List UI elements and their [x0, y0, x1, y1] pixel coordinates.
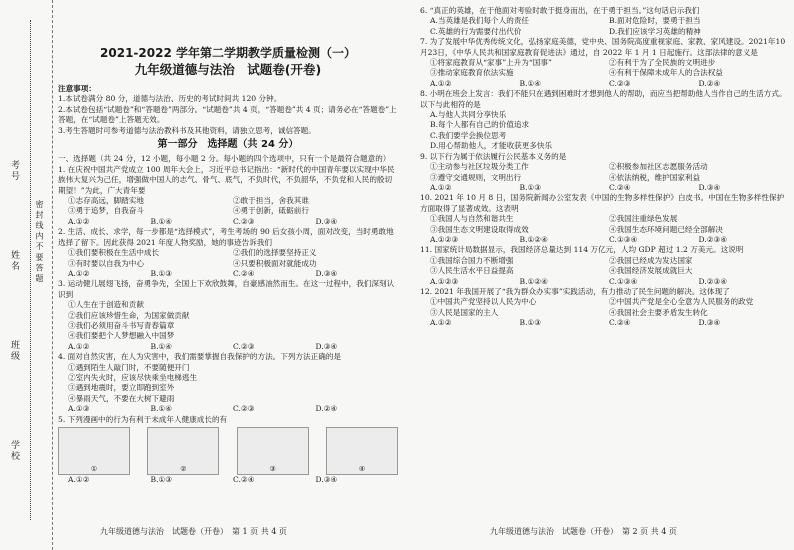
- question-7: 7. 为了发展中华优秀传统文化，弘扬家庭美德，党中央、国务院高度重视家庭、家教、家风建设。2021年10月23日，《中华人民共和国家庭教育促进法》通过，自 2022 年 1 月 1 日起施行。这部法律的意义是: [420, 37, 786, 57]
- choice[interactable]: A.①②: [68, 268, 90, 278]
- seal-notice: 密 封 线 内 不 要 答 题: [35, 200, 44, 282]
- question-5: 5. 下列漫画中的行为有利于未成年人健康成长的有: [58, 414, 228, 424]
- choice[interactable]: A.①②: [430, 182, 452, 192]
- question-2: 2. 生活、成长、求学，每一步都是“选择模式”，考生考场的 90 后女孩小周，面对改变，当时勇敢地选择了留下。因此获得 2021 年度人物奖励，她的事迹告诉我们: [58, 227, 394, 247]
- section-heading: 第一部分 选择题（共 24 分）: [157, 139, 299, 151]
- choice[interactable]: B.①③: [519, 182, 542, 192]
- choice[interactable]: C.②③: [233, 341, 255, 351]
- choice[interactable]: A.①②: [68, 475, 90, 484]
- q1-statement: ③勇于追梦，自我奋斗: [68, 206, 144, 216]
- q12-statement: ④我国社会主要矛盾发生转化: [609, 307, 708, 317]
- q7-statement: ③推动家庭教育依法实施: [430, 68, 514, 78]
- q7-statement: ②有利于为了全民族的文明进步: [609, 58, 716, 68]
- q4-statement: ②室内失火时，应该尽快乘坐电梯逃生: [68, 372, 198, 382]
- choice[interactable]: A.①③: [68, 404, 90, 414]
- q2-statement: ①我们要积极在生活中成长: [68, 248, 160, 258]
- q1-statements: [58, 196, 398, 217]
- q2-statement: ③有时要以自我为中心: [68, 258, 144, 268]
- question-3: 3. 运动健儿展翅飞扬，奋勇争先，全国上下欢欣鼓舞，自豪感油然而生。在这一过程中，我们深刻认识到: [58, 279, 395, 299]
- question-8: 8. 小明在班会上发言：我们不能只在遇到困难时才想到他人的帮助，而应当把帮助他人当作自己的生活方式。以下与此相符的是: [420, 89, 787, 109]
- q7-statement: ④有利于保障未成年人的合法权益: [609, 68, 723, 78]
- choice[interactable]: A.与他人共同分享快乐: [430, 110, 507, 120]
- q9-statement: ①主动参与社区垃圾分类工作: [430, 162, 529, 172]
- q9-statements: [420, 162, 788, 183]
- left-column: [58, 6, 398, 485]
- q12-choices: [420, 318, 788, 328]
- q6-choices: [420, 16, 788, 37]
- choice[interactable]: D.我们应该学习英雄的精神: [609, 26, 701, 36]
- choice[interactable]: D.②④: [698, 78, 721, 88]
- q12-statement: ③人民是国家的主人: [430, 307, 499, 317]
- choice[interactable]: B.①③: [150, 475, 173, 484]
- choice[interactable]: B.①③: [519, 318, 542, 328]
- choice[interactable]: C.②④: [233, 268, 255, 278]
- label-kaohao: 考号: [9, 160, 19, 182]
- page-footer-1: 九年级道德与法治 试题卷（开卷） 第 1 页 共 4 页: [100, 527, 287, 536]
- page-footer-2: 九年级道德与法治 试题卷（开卷） 第 2 页 共 4 页: [490, 527, 677, 536]
- exam-subtitle: 九年级道德与法治 试题卷(开卷): [134, 62, 322, 77]
- q1-statement: ④勇于创新，砥砺前行: [233, 206, 309, 216]
- choice[interactable]: C.②④: [233, 475, 255, 484]
- choice[interactable]: D.③④: [315, 268, 338, 278]
- note-2: 2.本试卷包括“试题卷”和“答题卷”两部分。“试题卷”共 4 页，“答题卷”共 4 页；请务必在“答题卷”上答题，在“试题卷”上答题无效。: [58, 104, 397, 125]
- question-4: 4. 面对自然灾害，在人为灾害中，我们需要掌握自我保护的方法。下列方法正确的是: [58, 352, 342, 362]
- cartoon-panel: ①: [58, 427, 130, 475]
- choice[interactable]: C.①③④: [609, 276, 638, 286]
- q10-statement: ②我国注重绿色发展: [609, 214, 678, 224]
- q9-statement: ②积极参加社区志愿服务活动: [609, 162, 708, 172]
- q2-statement: ②我们的选择要坚持正义: [233, 248, 317, 258]
- q2-choices: [58, 269, 398, 279]
- q11-statements: [420, 256, 788, 277]
- choice[interactable]: B.①③: [150, 268, 173, 278]
- cartoon-panel: ③: [237, 427, 309, 475]
- q11-choices: [420, 277, 788, 287]
- q3-statement: ④我们要把个人梦想融入中国梦: [68, 331, 175, 341]
- q4-statement: ③遇到地震时，要立即跑到室外: [68, 383, 175, 393]
- q7-choices: [420, 79, 788, 89]
- q1-statement: ②敢于担当，舍我其谁: [233, 196, 309, 206]
- q12-statements: [420, 297, 788, 318]
- question-12: 12. 2021 年我国开展了“我为群众办实事”实践活动，有力推动了民生问题的解决。这体现了: [420, 286, 730, 296]
- q4-choices: [58, 404, 398, 414]
- choice[interactable]: A.①②: [430, 318, 452, 328]
- q10-statement: ①我国人与自然和谐共生: [430, 214, 514, 224]
- choice[interactable]: D.③④: [315, 216, 338, 226]
- q10-statement: ④我国生态环境问题已经全部解决: [609, 224, 723, 234]
- cartoon-panel: ④: [326, 427, 398, 475]
- q12-statement: ①中国共产党坚持以人民为中心: [430, 297, 537, 307]
- q1-statement: ①志存高远，脚踏实地: [68, 196, 144, 206]
- label-xingming: 姓名: [9, 250, 19, 272]
- q11-statement: ③人民生活水平日益提高: [430, 266, 514, 276]
- q3-statement: ③我们必须用奋斗书写青春篇章: [68, 320, 175, 330]
- q11-statement: ②我国已经成为发达国家: [609, 255, 693, 265]
- question-1: 1. 在庆祝中国共产党成立 100 周年大会上，习近平总书记指出：“新时代的中国青年要以实现中华民族伟大复兴为己任，增强做中国人的志气、骨气、底气，不负时代，不负韶华，不负党和人民的殷切期望！”为此，广大青年要: [58, 164, 395, 195]
- question-6: 6. “真正的英雄，在于他面对考验时敢于挺身而出，在于勇于担当。”这句话启示我们: [420, 6, 700, 15]
- choice[interactable]: D.②④: [315, 404, 338, 414]
- choice[interactable]: C.②③: [233, 216, 255, 226]
- q10-statements: [420, 214, 788, 235]
- choice[interactable]: D.③④: [315, 475, 338, 484]
- q3-statement: ②我们应该珍惜生命，为国家做贡献: [68, 310, 190, 320]
- choice[interactable]: B.①④: [519, 78, 542, 88]
- q2-statement: ④只要积极面对就能成功: [233, 258, 317, 268]
- choice[interactable]: C.①③④: [609, 234, 638, 244]
- binding-margin: [0, 0, 53, 550]
- choice[interactable]: B.①④: [150, 341, 173, 351]
- choice[interactable]: A.①②: [68, 216, 90, 226]
- q3-statement: ①人生在于创造和贡献: [68, 300, 144, 310]
- cartoon-strip: [58, 427, 398, 475]
- choice[interactable]: B.①②④: [519, 276, 548, 286]
- choice[interactable]: D.③④: [315, 341, 338, 351]
- choice[interactable]: B.每个人都有自己的价值追求: [430, 120, 530, 130]
- exam-title: 2021-2022 学年第二学期教学质量检测（一）: [100, 46, 356, 60]
- question-9: 9. 以下行为属于依法履行公民基本义务的是: [420, 151, 567, 161]
- right-column: [420, 6, 788, 329]
- note-1: 1.本试卷满分 80 分，道德与法治、历史的考试时间共 120 分钟。: [58, 94, 282, 104]
- q1-choices: [58, 217, 398, 227]
- choice[interactable]: D.用心帮助他人，才能收获更多快乐: [430, 141, 553, 151]
- notes-title: 注意事项：: [58, 84, 96, 93]
- q9-statement: ④依法纳税，维护国家利益: [609, 172, 701, 182]
- note-3: 3.考生答题时可参考道德与法治教科书及其他资料，请独立思考，诚信答题。: [58, 125, 316, 135]
- question-10: 10. 2021 年 10 月 8 日，国务院新闻办公室发表《中国的生物多样性保护》白皮书。中国在生物多样性保护方面取得了显著成效。这表明: [420, 193, 785, 213]
- choice[interactable]: A.①②③: [430, 276, 459, 286]
- choice[interactable]: C.②③: [233, 404, 255, 414]
- q11-statement: ①我国综合国力不断增强: [430, 255, 514, 265]
- q3-choices: [58, 342, 398, 352]
- question-11: 11. 国家统计局数据显示，我国经济总量达到 114 万亿元，人均 GDP 超过 1.2 万美元。这说明: [420, 245, 744, 255]
- choice[interactable]: B.①④: [150, 404, 173, 414]
- q4-statement: ④暴雨天气，不要在大树下避雨: [68, 393, 175, 403]
- choice[interactable]: C.②③: [609, 78, 631, 88]
- choice[interactable]: A.①②: [68, 341, 90, 351]
- q7-statement: ①将家庭教育从“家事”上升为“国事”: [430, 58, 552, 68]
- choice[interactable]: C.我们要学会换位思考: [430, 130, 507, 140]
- q4-statement: ①遇到陌生人敲门时，不要随便开门: [68, 362, 190, 372]
- q11-statement: ④我国经济发展成就巨大: [609, 266, 693, 276]
- choice[interactable]: B.①④: [150, 216, 173, 226]
- label-xuexiao: 学校: [9, 440, 19, 462]
- q5-choices: [58, 475, 398, 485]
- choice[interactable]: D.③④: [698, 182, 721, 192]
- binding-line: [30, 20, 31, 520]
- q12-statement: ②中国共产党是全心全意为人民服务的政党: [609, 297, 754, 307]
- choice[interactable]: D.②③④: [698, 276, 728, 286]
- choice[interactable]: C.英雄的行为需要付出代价: [430, 26, 522, 36]
- q2-statements: [58, 248, 398, 269]
- choice[interactable]: A.①②: [430, 78, 452, 88]
- choice[interactable]: B.面对危险时，要勇于担当: [609, 16, 701, 26]
- choice[interactable]: C.②④: [609, 318, 631, 328]
- q9-statement: ③遵守交通规则，文明出行: [430, 172, 522, 182]
- choice[interactable]: D.③④: [698, 318, 721, 328]
- cartoon-panel: ②: [147, 427, 219, 475]
- choice[interactable]: B.①②④: [519, 234, 548, 244]
- q10-statement: ③我国生态文明建设取得成效: [430, 224, 529, 234]
- label-banji: 班级: [9, 340, 19, 362]
- choice[interactable]: D.②③④: [698, 234, 728, 244]
- choice[interactable]: C.②④: [609, 182, 631, 192]
- section-intro: 一、选择题（共 24 分，12 小题，每小题 2 分。每小题的四个选项中，只有一个是最符合题意的）: [58, 154, 391, 164]
- q7-statements: [420, 58, 788, 79]
- q9-choices: [420, 183, 788, 193]
- choice[interactable]: A.①②③: [430, 234, 459, 244]
- choice[interactable]: A.当英雄是我们每个人的责任: [430, 16, 530, 26]
- q10-choices: [420, 235, 788, 245]
